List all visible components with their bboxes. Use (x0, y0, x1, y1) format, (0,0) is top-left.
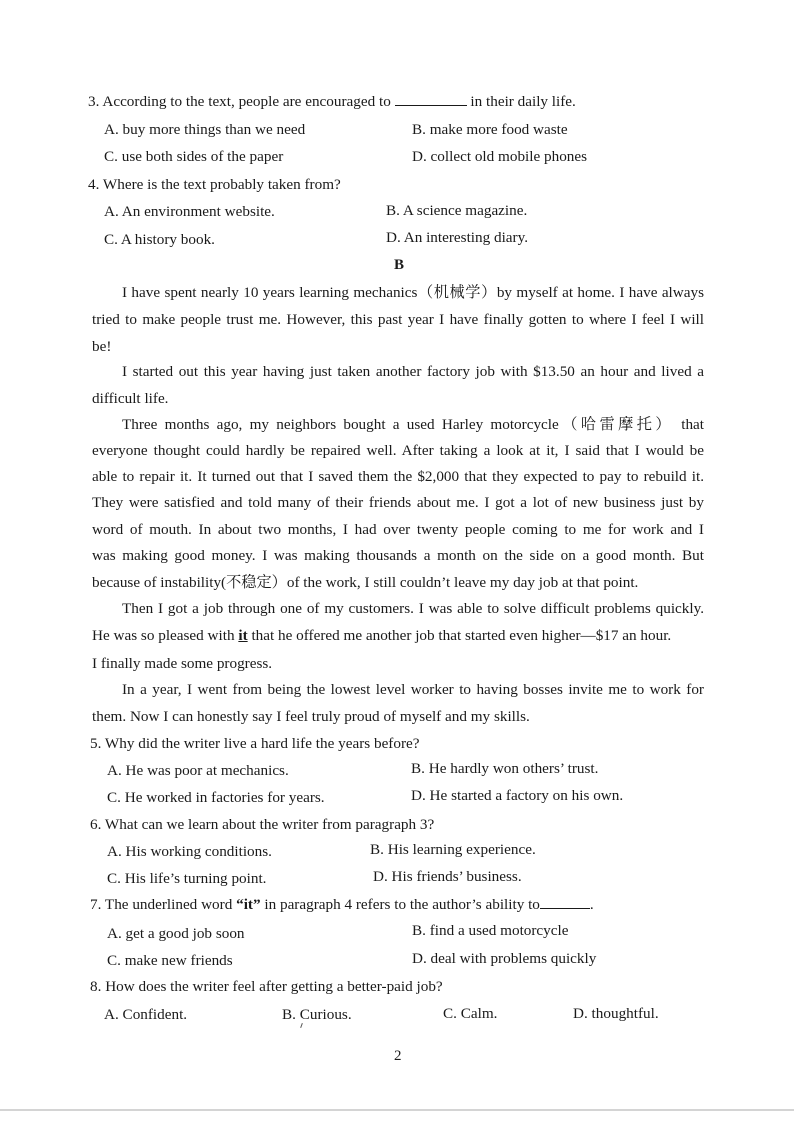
q3-option-b: B. make more food waste (412, 121, 568, 138)
question-number: 3. (88, 93, 100, 110)
question-3-stem (88, 93, 576, 111)
paragraph-3-line: because of instability(不稳定）of the work, I still couldn’t leave my day job at that point. (92, 574, 639, 591)
question-number: 7. (90, 896, 102, 913)
underlined-word: it (238, 627, 248, 644)
q5-option-d: D. He started a factory on his own. (411, 787, 624, 804)
q8-option-a: A. Confident. (104, 1006, 188, 1023)
page-bottom-edge (0, 1109, 794, 1111)
quoted-word: “it” (236, 896, 261, 913)
q4-option-a: A. An environment website. (104, 203, 275, 220)
question-text: Why did the writer live a hard life the years before? (104, 735, 420, 752)
question-number: 6. (90, 816, 102, 833)
answer-blank (395, 105, 467, 106)
question-number: 5. (90, 735, 102, 752)
paragraph-2-line: difficult life. (92, 390, 169, 407)
question-7-stem (90, 896, 594, 914)
paragraph-2-line: I started out this year having just taken another factory job with $13.50 an hour and lived a (122, 363, 704, 380)
q8-option-b: B. Curious. (282, 1006, 352, 1023)
question-text: . (589, 896, 594, 913)
stray-pen-mark (300, 1023, 303, 1028)
question-text: in paragraph 4 refers to the author’s ability to (264, 896, 540, 913)
paragraph-3-line: able to repair it. It turned out that I saved them the $2,000 that they expected to pay to rebuild it. (92, 468, 704, 485)
paragraph-3-line: word of mouth. In about two months, I had over twenty people coming to me for work and I (92, 521, 704, 538)
question-text: The underlined word (104, 896, 233, 913)
question-text: According to the text, people are encouraged to (102, 93, 391, 110)
q6-option-c: C. His life’s turning point. (107, 870, 267, 887)
paragraph-5-line: In a year, I went from being the lowest level worker to having bosses invite me to work for (122, 681, 704, 698)
question-4-stem (88, 176, 341, 194)
question-5-stem (90, 735, 420, 753)
section-label: B (394, 257, 405, 273)
q4-option-c: C. A history book. (104, 231, 215, 248)
answer-blank (540, 908, 590, 909)
paragraph-3-line: everyone thought could hardly be repaired well. After taking a look at it, I said that I would be (92, 442, 704, 459)
page-number: 2 (394, 1048, 402, 1064)
question-text: in their daily life. (470, 93, 576, 110)
paragraph-4-line: I finally made some progress. (92, 655, 273, 672)
q6-option-d: D. His friends’ business. (373, 868, 522, 885)
question-number: 8. (90, 978, 102, 995)
paragraph-5-line: them. Now I can honestly say I feel truly proud of myself and my skills. (92, 708, 530, 725)
q5-option-a: A. He was poor at mechanics. (107, 762, 289, 779)
q5-option-b: B. He hardly won others’ trust. (411, 760, 599, 777)
q6-option-a: A. His working conditions. (107, 843, 272, 860)
question-text: How does the writer feel after getting a better-paid job? (105, 978, 443, 995)
q7-option-a: A. get a good job soon (107, 925, 245, 942)
q8-option-d: D. thoughtful. (573, 1005, 659, 1022)
q3-option-c: C. use both sides of the paper (104, 148, 284, 165)
paragraph-1-line: tried to make people trust me. However, this past year I have finally gotten to where I feel I will (92, 311, 704, 328)
paragraph-1-line: I have spent nearly 10 years learning mechanics（机械学）by myself at home. I have always (122, 284, 704, 301)
q7-option-d: D. deal with problems quickly (412, 950, 597, 967)
q4-option-d: D. An interesting diary. (386, 229, 529, 246)
q4-option-b: B. A science magazine. (386, 202, 528, 219)
q5-option-c: C. He worked in factories for years. (107, 789, 325, 806)
paragraph-4-line: Then I got a job through one of my customers. I was able to solve difficult problems quickly. (122, 600, 704, 617)
q3-option-d: D. collect old mobile phones (412, 148, 588, 165)
paragraph-text: He was so pleased with (92, 627, 235, 644)
question-text: Where is the text probably taken from? (102, 176, 341, 193)
paragraph-text: that he offered me another job that started even higher—$17 an hour. (251, 627, 672, 644)
q3-option-a: A. buy more things than we need (104, 121, 306, 138)
question-text: What can we learn about the writer from paragraph 3? (104, 816, 435, 833)
paragraph-3-line: was making good money. I was making thousands a month on the side on a good month. But (92, 547, 704, 564)
q8-option-c: C. Calm. (443, 1005, 498, 1022)
paragraph-3-line: They were satisfied and told many of their friends about me. I got a lot of new business just by (92, 494, 704, 511)
paragraph-1-line: be! (92, 338, 112, 355)
q7-option-b: B. find a used motorcycle (412, 922, 569, 939)
question-6-stem (90, 816, 434, 834)
question-8-stem (90, 978, 443, 996)
paragraph-4-line (92, 627, 704, 645)
paragraph-3-line: Three months ago, my neighbors bought a used Harley motorcycle（哈雷摩托） that (122, 416, 704, 433)
question-number: 4. (88, 176, 100, 193)
q7-option-c: C. make new friends (107, 952, 233, 969)
q6-option-b: B. His learning experience. (370, 841, 536, 858)
